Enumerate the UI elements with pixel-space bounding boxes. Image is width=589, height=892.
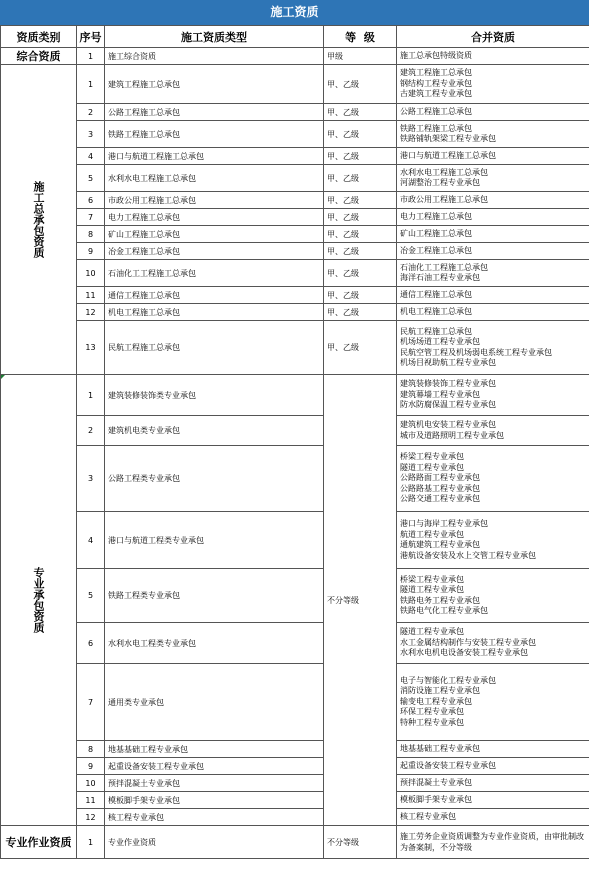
merged-qualification-line: 河湖整治工程专业承包 <box>400 178 480 187</box>
merged-qualification-line: 铁路电务工程专业承包 <box>400 595 480 605</box>
number-cell: 10 <box>77 775 105 792</box>
merged-qualification-list <box>400 212 587 223</box>
type-cell: 地基基础工程专业承包 <box>105 741 324 758</box>
merged-qualification-cell <box>397 243 589 260</box>
merged-qualification-line: 机电工程施工总承包 <box>400 306 472 316</box>
grade-cell: 甲、乙级 <box>324 243 397 260</box>
merged-qualification-list <box>400 627 587 659</box>
merged-qualification-line: 城市及道路照明工程专业承包 <box>400 430 504 440</box>
type-cell: 预拌混凝土专业承包 <box>105 775 324 792</box>
type-cell: 建筑工程施工总承包 <box>105 65 324 104</box>
number-cell: 10 <box>77 260 105 287</box>
number-cell: 5 <box>77 165 105 192</box>
merged-qualification-line: 施工劳务企业资质调整为专业作业资质，由审批制改为备案制，不分等级 <box>400 832 584 852</box>
merged-qualification-cell <box>397 375 589 416</box>
merged-qualification-line: 隧道工程专业承包 <box>400 462 464 472</box>
number-cell: 1 <box>77 65 105 104</box>
grade-cell: 甲、乙级 <box>324 226 397 243</box>
merged-qualification-list <box>400 290 587 301</box>
merged-qualification-line: 建筑装修装饰工程专业承包 <box>400 379 496 389</box>
type-cell: 市政公用工程施工总承包 <box>105 192 324 209</box>
merged-qualification-line: 消防设施工程专业承包 <box>400 686 480 696</box>
grade-cell: 甲、乙级 <box>324 304 397 321</box>
number-cell: 11 <box>77 792 105 809</box>
merged-qualification-cell <box>397 416 589 446</box>
type-cell: 机电工程施工总承包 <box>105 304 324 321</box>
type-cell: 模板脚手架专业承包 <box>105 792 324 809</box>
table-row <box>1 48 589 65</box>
header-type: 施工资质类型 <box>105 26 324 48</box>
merged-qualification-line: 海洋石油工程专业承包 <box>400 273 480 282</box>
number-cell: 3 <box>77 446 105 512</box>
merged-qualification-line: 公路交通工程专业承包 <box>400 494 480 504</box>
type-cell: 港口与航道工程施工总承包 <box>105 148 324 165</box>
merged-qualification-cell <box>397 809 589 826</box>
table-row <box>1 809 589 826</box>
number-cell: 9 <box>77 758 105 775</box>
type-cell: 水利水电工程类专业承包 <box>105 623 324 664</box>
table-row <box>1 416 589 446</box>
merged-qualification-line: 水利水电机电设备安装工程专业承包 <box>400 648 528 658</box>
merged-qualification-line: 建筑幕墙工程专业承包 <box>400 389 480 399</box>
merged-qualification-list <box>400 151 587 162</box>
merged-qualification-cell <box>397 446 589 512</box>
grade-cell: 甲、乙级 <box>324 121 397 148</box>
merged-qualification-list <box>400 744 587 755</box>
table-body <box>1 48 589 859</box>
grade-cell: 不分等级 <box>324 826 397 859</box>
merged-qualification-list <box>400 795 587 806</box>
table-row <box>1 226 589 243</box>
merged-qualification-cell <box>397 826 589 859</box>
table-row <box>1 664 589 741</box>
grade-cell: 甲、乙级 <box>324 287 397 304</box>
category-cell: 专业承包资质 <box>1 375 77 826</box>
merged-qualification-line: 防水防腐保温工程专业承包 <box>400 400 496 410</box>
merged-qualification-cell <box>397 226 589 243</box>
merged-qualification-line: 民航空管工程及机场弱电系统工程专业承包 <box>400 347 552 357</box>
table-row <box>1 792 589 809</box>
number-cell: 11 <box>77 287 105 304</box>
merged-qualification-cell <box>397 287 589 304</box>
category-cell: 专业作业资质 <box>1 826 77 859</box>
merged-qualification-cell <box>397 741 589 758</box>
merged-qualification-line: 机场场道工程专业承包 <box>400 337 480 346</box>
grade-cell: 甲、乙级 <box>324 321 397 375</box>
table-row <box>1 569 589 623</box>
merged-qualification-cell <box>397 321 589 375</box>
merged-qualification-cell <box>397 260 589 287</box>
table-title: 施工资质 <box>0 0 589 25</box>
merged-qualification-list <box>400 778 587 789</box>
grade-cell: 甲级 <box>324 48 397 65</box>
merged-qualification-line: 电子与智能化工程专业承包 <box>400 675 496 685</box>
table-row <box>1 512 589 569</box>
grade-cell: 甲、乙级 <box>324 104 397 121</box>
header-category: 资质类别 <box>1 26 77 48</box>
number-cell: 5 <box>77 569 105 623</box>
merged-qualification-line: 模板脚手架专业承包 <box>400 794 472 804</box>
merged-qualification-list <box>400 246 587 257</box>
table-row <box>1 375 589 416</box>
merged-qualification-cell <box>397 192 589 209</box>
merged-qualification-list <box>400 229 587 240</box>
merged-qualification-line: 起重设备安装工程专业承包 <box>400 760 496 770</box>
merged-qualification-line: 港航设备安装及水上交管工程专业承包 <box>400 550 536 560</box>
table-row <box>1 304 589 321</box>
merged-qualification-line: 环保工程专业承包 <box>400 707 464 717</box>
table-row <box>1 192 589 209</box>
merged-qualification-cell <box>397 512 589 569</box>
number-cell: 7 <box>77 664 105 741</box>
merged-qualification-line: 公路路面工程专业承包 <box>400 473 480 483</box>
merged-qualification-line: 铁路铺轨架梁工程专业承包 <box>400 134 496 143</box>
table-row <box>1 165 589 192</box>
table-row <box>1 741 589 758</box>
type-cell: 建筑机电类专业承包 <box>105 416 324 446</box>
type-cell: 建筑装修装饰类专业承包 <box>105 375 324 416</box>
number-cell: 12 <box>77 304 105 321</box>
type-cell: 铁路工程施工总承包 <box>105 121 324 148</box>
merged-qualification-line: 机场目视助航工程专业承包 <box>400 358 496 367</box>
number-cell: 3 <box>77 121 105 148</box>
type-cell: 公路工程施工总承包 <box>105 104 324 121</box>
type-cell: 公路工程类专业承包 <box>105 446 324 512</box>
type-cell: 冶金工程施工总承包 <box>105 243 324 260</box>
grade-cell: 甲、乙级 <box>324 165 397 192</box>
type-cell: 港口与航道工程类专业承包 <box>105 512 324 569</box>
merged-qualification-list <box>400 812 587 823</box>
merged-qualification-line: 铁路电气化工程专业承包 <box>400 606 488 615</box>
merged-qualification-line: 通航建筑工程专业承包 <box>400 540 480 549</box>
number-cell: 12 <box>77 809 105 826</box>
table-row <box>1 65 589 104</box>
number-cell: 1 <box>77 375 105 416</box>
merged-qualification-line: 古建筑工程专业承包 <box>400 89 472 99</box>
merged-qualification-cell <box>397 623 589 664</box>
merged-qualification-list <box>400 831 587 853</box>
merged-qualification-line: 石油化工工程施工总承包 <box>400 262 488 272</box>
number-cell: 4 <box>77 512 105 569</box>
qualification-table <box>0 25 589 859</box>
table-row <box>1 758 589 775</box>
merged-qualification-line: 桥梁工程专业承包 <box>400 452 464 462</box>
number-cell: 6 <box>77 192 105 209</box>
merged-qualification-line: 公路工程施工总承包 <box>400 106 472 116</box>
number-cell: 13 <box>77 321 105 375</box>
merged-qualification-list <box>400 107 587 118</box>
merged-qualification-line: 矿山工程施工总承包 <box>400 228 472 238</box>
header-grade: 等 级 <box>324 26 397 48</box>
grade-cell: 甲、乙级 <box>324 148 397 165</box>
merged-qualification-line: 输变电工程专业承包 <box>400 696 472 706</box>
merged-qualification-list <box>400 51 587 62</box>
number-cell: 2 <box>77 416 105 446</box>
number-cell: 4 <box>77 148 105 165</box>
type-cell: 专业作业资质 <box>105 826 324 859</box>
merged-qualification-line: 民航工程施工总承包 <box>400 326 472 336</box>
table-row <box>1 209 589 226</box>
merged-qualification-line: 水利水电工程施工总承包 <box>400 167 488 177</box>
merged-qualification-line: 港口与航道工程施工总承包 <box>400 150 496 160</box>
merged-qualification-list <box>400 327 587 369</box>
merged-qualification-line: 航道工程专业承包 <box>400 529 464 539</box>
header-number: 序号 <box>77 26 105 48</box>
merged-qualification-list <box>400 263 587 284</box>
merged-qualification-line: 冶金工程施工总承包 <box>400 245 472 255</box>
type-cell: 起重设备安装工程专业承包 <box>105 758 324 775</box>
merged-qualification-cell <box>397 304 589 321</box>
merged-qualification-list <box>400 761 587 772</box>
merged-qualification-cell <box>397 104 589 121</box>
merged-qualification-line: 建筑工程施工总承包 <box>400 68 472 78</box>
merged-qualification-line: 铁路工程施工总承包 <box>400 123 472 133</box>
merged-qualification-line: 地基基础工程专业承包 <box>400 743 480 753</box>
merged-qualification-list <box>400 420 587 441</box>
table-row <box>1 775 589 792</box>
merged-qualification-cell <box>397 121 589 148</box>
merged-qualification-line: 水工金属结构制作与安装工程专业承包 <box>400 637 536 647</box>
category-cell: 施工总承包资质 <box>1 65 77 375</box>
type-cell: 铁路工程类专业承包 <box>105 569 324 623</box>
table-row <box>1 826 589 859</box>
merged-qualification-line: 隧道工程专业承包 <box>400 627 464 637</box>
merged-qualification-line: 核工程专业承包 <box>400 811 456 821</box>
table-row <box>1 446 589 512</box>
grade-cell: 甲、乙级 <box>324 209 397 226</box>
merged-qualification-cell <box>397 569 589 623</box>
type-cell: 通用类专业承包 <box>105 664 324 741</box>
merged-qualification-cell <box>397 758 589 775</box>
merged-qualification-list <box>400 168 587 189</box>
type-cell: 水利水电工程施工总承包 <box>105 165 324 192</box>
merged-qualification-list <box>400 379 587 411</box>
merged-qualification-line: 公路路基工程专业承包 <box>400 483 480 493</box>
merged-qualification-line: 隧道工程专业承包 <box>400 585 464 594</box>
table-row <box>1 287 589 304</box>
merged-qualification-list <box>400 195 587 206</box>
number-cell: 6 <box>77 623 105 664</box>
merged-qualification-cell <box>397 148 589 165</box>
table-row <box>1 104 589 121</box>
merged-qualification-cell <box>397 775 589 792</box>
number-cell: 9 <box>77 243 105 260</box>
number-cell: 8 <box>77 226 105 243</box>
merged-qualification-line: 建筑机电安装工程专业承包 <box>400 420 496 429</box>
grade-cell: 不分等级 <box>324 375 397 826</box>
grade-cell: 甲、乙级 <box>324 192 397 209</box>
number-cell: 7 <box>77 209 105 226</box>
type-cell: 核工程专业承包 <box>105 809 324 826</box>
merged-qualification-line: 钢结构工程专业承包 <box>400 78 472 88</box>
merged-qualification-line: 特种工程专业承包 <box>400 717 464 727</box>
merged-qualification-cell <box>397 664 589 741</box>
header-merged: 合并资质 <box>397 26 589 48</box>
merged-qualification-line: 市政公用工程施工总承包 <box>400 194 488 204</box>
merged-qualification-line: 港口与海岸工程专业承包 <box>400 519 488 528</box>
number-cell: 8 <box>77 741 105 758</box>
merged-qualification-list <box>400 68 587 100</box>
merged-qualification-cell <box>397 65 589 104</box>
merged-qualification-line: 桥梁工程专业承包 <box>400 574 464 584</box>
merged-qualification-list <box>400 676 587 729</box>
merged-qualification-cell <box>397 209 589 226</box>
merged-qualification-line: 预拌混凝土专业承包 <box>400 777 472 787</box>
grade-cell: 甲、乙级 <box>324 65 397 104</box>
merged-qualification-cell <box>397 48 589 65</box>
category-cell: 综合资质 <box>1 48 77 65</box>
merged-qualification-cell <box>397 165 589 192</box>
merged-qualification-cell <box>397 792 589 809</box>
merged-qualification-list <box>400 519 587 561</box>
type-cell: 民航工程施工总承包 <box>105 321 324 375</box>
merged-qualification-list <box>400 452 587 505</box>
header-row <box>1 26 589 48</box>
table-row <box>1 321 589 375</box>
table-row <box>1 243 589 260</box>
table-row <box>1 148 589 165</box>
merged-qualification-list <box>400 307 587 318</box>
merged-qualification-line: 电力工程施工总承包 <box>400 211 472 221</box>
merged-qualification-line: 施工总承包特级资质 <box>400 50 472 60</box>
type-cell: 石油化工工程施工总承包 <box>105 260 324 287</box>
table-row <box>1 121 589 148</box>
grade-cell: 甲、乙级 <box>324 260 397 287</box>
type-cell: 矿山工程施工总承包 <box>105 226 324 243</box>
type-cell: 施工综合资质 <box>105 48 324 65</box>
number-cell: 1 <box>77 48 105 65</box>
number-cell: 2 <box>77 104 105 121</box>
merged-qualification-list <box>400 124 587 145</box>
type-cell: 电力工程施工总承包 <box>105 209 324 226</box>
table-row <box>1 623 589 664</box>
number-cell: 1 <box>77 826 105 859</box>
type-cell: 通信工程施工总承包 <box>105 287 324 304</box>
table-row <box>1 260 589 287</box>
merged-qualification-line: 通信工程施工总承包 <box>400 289 472 299</box>
merged-qualification-list <box>400 575 587 617</box>
